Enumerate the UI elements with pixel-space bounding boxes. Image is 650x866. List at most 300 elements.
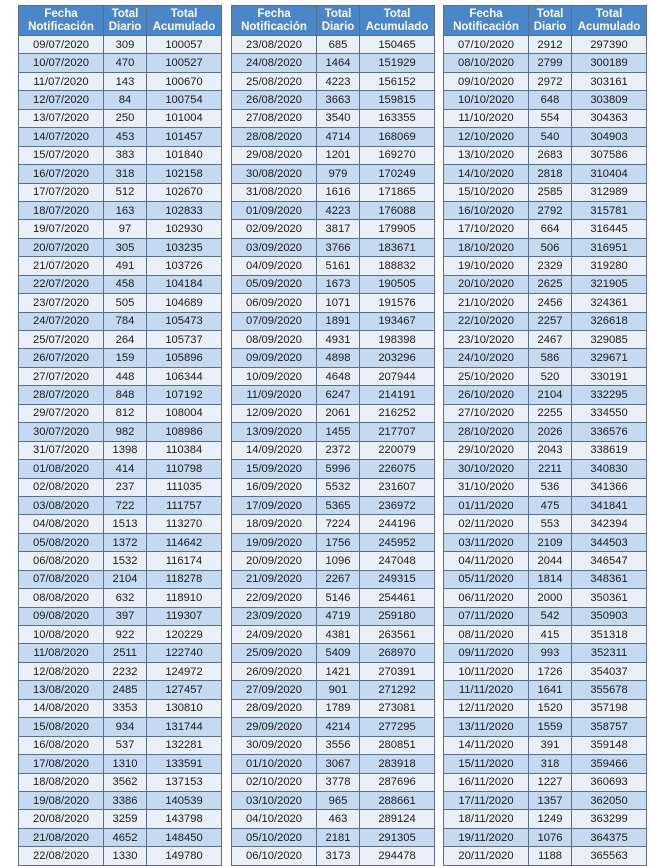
cell-total-acumulado: 108004 — [147, 404, 222, 422]
cell-total-diario: 1756 — [317, 533, 360, 551]
cell-total-diario: 3259 — [104, 810, 147, 828]
cell-total-diario: 784 — [104, 312, 147, 330]
cell-total-diario: 3766 — [317, 238, 360, 256]
table-row — [444, 496, 647, 514]
header-fecha: Fecha Notificación — [19, 6, 104, 36]
cell-total-acumulado: 100057 — [147, 36, 222, 54]
table-row — [444, 755, 647, 773]
cell-total-acumulado: 288661 — [360, 791, 435, 809]
table-row — [444, 699, 647, 717]
cell-fecha: 10/11/2020 — [444, 662, 529, 680]
table-row — [19, 72, 222, 90]
cell-fecha: 30/07/2020 — [19, 423, 104, 441]
table-row — [232, 72, 435, 90]
cell-total-diario: 1532 — [104, 552, 147, 570]
cell-total-diario: 2456 — [529, 294, 572, 312]
cell-fecha: 19/08/2020 — [19, 791, 104, 809]
table-row — [232, 533, 435, 551]
cell-fecha: 27/09/2020 — [232, 681, 317, 699]
table-row — [19, 496, 222, 514]
cell-total-diario: 1071 — [317, 294, 360, 312]
cell-total-diario: 391 — [529, 736, 572, 754]
cell-fecha: 13/10/2020 — [444, 146, 529, 164]
cell-total-acumulado: 346547 — [572, 552, 647, 570]
table-row — [444, 460, 647, 478]
cell-total-acumulado: 118910 — [147, 589, 222, 607]
header-fecha: Fecha Notificación — [444, 6, 529, 36]
cell-fecha: 02/08/2020 — [19, 478, 104, 496]
cell-total-acumulado: 351318 — [572, 626, 647, 644]
table-row — [19, 404, 222, 422]
cell-total-diario: 2485 — [104, 681, 147, 699]
cell-total-acumulado: 236972 — [360, 496, 435, 514]
cell-total-acumulado: 362050 — [572, 791, 647, 809]
cell-fecha: 20/08/2020 — [19, 810, 104, 828]
table-row — [444, 404, 647, 422]
cell-total-acumulado: 188832 — [360, 257, 435, 275]
cell-total-acumulado: 127457 — [147, 681, 222, 699]
cell-total-acumulado: 310404 — [572, 165, 647, 183]
table-row — [19, 552, 222, 570]
cell-total-diario: 163 — [104, 201, 147, 219]
table-row — [232, 386, 435, 404]
cell-total-acumulado: 203296 — [360, 349, 435, 367]
cell-total-diario: 318 — [104, 165, 147, 183]
cell-fecha: 09/10/2020 — [444, 72, 529, 90]
cell-total-diario: 1398 — [104, 441, 147, 459]
cell-total-diario: 5532 — [317, 478, 360, 496]
cell-total-acumulado: 316951 — [572, 238, 647, 256]
cell-fecha: 16/07/2020 — [19, 165, 104, 183]
cell-total-acumulado: 169270 — [360, 146, 435, 164]
cell-fecha: 07/11/2020 — [444, 607, 529, 625]
cell-total-diario: 812 — [104, 404, 147, 422]
cell-total-diario: 934 — [104, 718, 147, 736]
cell-total-diario: 979 — [317, 165, 360, 183]
cell-fecha: 04/09/2020 — [232, 257, 317, 275]
cell-fecha: 13/11/2020 — [444, 718, 529, 736]
cell-total-acumulado: 280851 — [360, 736, 435, 754]
cell-fecha: 16/10/2020 — [444, 201, 529, 219]
cell-total-diario: 2683 — [529, 146, 572, 164]
cell-total-diario: 4714 — [317, 128, 360, 146]
cell-total-acumulado: 183671 — [360, 238, 435, 256]
table-row — [444, 552, 647, 570]
cell-total-diario: 3173 — [317, 847, 360, 865]
cell-total-acumulado: 263561 — [360, 626, 435, 644]
cell-total-acumulado: 277295 — [360, 718, 435, 736]
cell-total-diario: 553 — [529, 515, 572, 533]
table-row — [232, 201, 435, 219]
table-row — [19, 736, 222, 754]
table-row — [232, 644, 435, 662]
cell-fecha: 14/10/2020 — [444, 165, 529, 183]
cell-total-diario: 4223 — [317, 72, 360, 90]
cell-total-acumulado: 140539 — [147, 791, 222, 809]
cell-fecha: 25/09/2020 — [232, 644, 317, 662]
cell-total-diario: 965 — [317, 791, 360, 809]
table-row — [444, 294, 647, 312]
table-row — [232, 699, 435, 717]
cell-fecha: 24/10/2020 — [444, 349, 529, 367]
cell-fecha: 10/07/2020 — [19, 54, 104, 72]
cell-total-diario: 1616 — [317, 183, 360, 201]
cell-fecha: 20/10/2020 — [444, 275, 529, 293]
cell-fecha: 03/09/2020 — [232, 238, 317, 256]
table-row — [444, 736, 647, 754]
cell-total-acumulado: 359466 — [572, 755, 647, 773]
cell-fecha: 02/11/2020 — [444, 515, 529, 533]
cell-fecha: 01/11/2020 — [444, 496, 529, 514]
table-row — [19, 699, 222, 717]
cell-fecha: 09/08/2020 — [19, 607, 104, 625]
header-row — [444, 6, 647, 36]
cell-total-acumulado: 150465 — [360, 36, 435, 54]
cell-total-acumulado: 143798 — [147, 810, 222, 828]
table-row — [444, 423, 647, 441]
cell-fecha: 17/09/2020 — [232, 496, 317, 514]
table-row — [232, 423, 435, 441]
cell-fecha: 11/08/2020 — [19, 644, 104, 662]
cell-total-acumulado: 111757 — [147, 496, 222, 514]
cell-total-acumulado: 149780 — [147, 847, 222, 865]
cell-total-acumulado: 113270 — [147, 515, 222, 533]
cell-total-diario: 237 — [104, 478, 147, 496]
table-row — [19, 755, 222, 773]
table-row — [19, 146, 222, 164]
cell-total-acumulado: 108986 — [147, 423, 222, 441]
cell-fecha: 21/08/2020 — [19, 828, 104, 846]
cell-fecha: 28/08/2020 — [232, 128, 317, 146]
cell-total-acumulado: 344503 — [572, 533, 647, 551]
cell-total-diario: 4898 — [317, 349, 360, 367]
cell-fecha: 13/08/2020 — [19, 681, 104, 699]
data-table-2 — [231, 5, 435, 866]
cell-total-diario: 2972 — [529, 72, 572, 90]
cell-total-acumulado: 116174 — [147, 552, 222, 570]
cell-total-diario: 4381 — [317, 626, 360, 644]
table-row — [444, 128, 647, 146]
cell-total-diario: 2232 — [104, 662, 147, 680]
table-row — [19, 718, 222, 736]
cell-total-acumulado: 104184 — [147, 275, 222, 293]
table-row — [19, 386, 222, 404]
cell-fecha: 10/09/2020 — [232, 367, 317, 385]
cell-fecha: 10/10/2020 — [444, 91, 529, 109]
table-row — [444, 109, 647, 127]
table-row — [19, 238, 222, 256]
cell-total-acumulado: 105896 — [147, 349, 222, 367]
table-row — [232, 220, 435, 238]
cell-total-acumulado: 159815 — [360, 91, 435, 109]
table-row — [232, 146, 435, 164]
cell-total-acumulado: 151929 — [360, 54, 435, 72]
cell-total-acumulado: 148450 — [147, 828, 222, 846]
cell-total-diario: 2792 — [529, 201, 572, 219]
cell-total-diario: 2467 — [529, 331, 572, 349]
data-table-3 — [443, 5, 647, 866]
table-row — [232, 54, 435, 72]
table-row — [444, 36, 647, 54]
cell-fecha: 17/07/2020 — [19, 183, 104, 201]
table-row — [444, 478, 647, 496]
cell-fecha: 19/10/2020 — [444, 257, 529, 275]
cell-total-diario: 453 — [104, 128, 147, 146]
table-row — [232, 810, 435, 828]
cell-total-acumulado: 330191 — [572, 367, 647, 385]
cell-fecha: 12/11/2020 — [444, 699, 529, 717]
cell-total-acumulado: 247048 — [360, 552, 435, 570]
cell-total-diario: 685 — [317, 36, 360, 54]
table-row — [19, 441, 222, 459]
cell-fecha: 26/09/2020 — [232, 662, 317, 680]
header-total-diario: Total Diario — [317, 6, 360, 36]
table-row — [19, 201, 222, 219]
cell-total-diario: 2109 — [529, 533, 572, 551]
cell-total-acumulado: 118278 — [147, 570, 222, 588]
cell-total-acumulado: 363299 — [572, 810, 647, 828]
cell-total-diario: 84 — [104, 91, 147, 109]
table-row — [19, 626, 222, 644]
cell-total-diario: 383 — [104, 146, 147, 164]
cell-total-acumulado: 190505 — [360, 275, 435, 293]
table-row — [232, 589, 435, 607]
cell-fecha: 27/08/2020 — [232, 109, 317, 127]
cell-total-diario: 664 — [529, 220, 572, 238]
cell-total-acumulado: 130810 — [147, 699, 222, 717]
cell-fecha: 23/07/2020 — [19, 294, 104, 312]
cell-fecha: 01/09/2020 — [232, 201, 317, 219]
cell-total-diario: 1076 — [529, 828, 572, 846]
cell-total-acumulado: 171865 — [360, 183, 435, 201]
cell-fecha: 28/09/2020 — [232, 699, 317, 717]
cell-total-diario: 2255 — [529, 404, 572, 422]
cell-fecha: 27/07/2020 — [19, 367, 104, 385]
cell-fecha: 15/07/2020 — [19, 146, 104, 164]
cell-total-acumulado: 176088 — [360, 201, 435, 219]
table-row — [19, 54, 222, 72]
cell-total-diario: 2104 — [529, 386, 572, 404]
cell-total-acumulado: 103726 — [147, 257, 222, 275]
cell-total-diario: 2211 — [529, 460, 572, 478]
cell-total-diario: 475 — [529, 496, 572, 514]
cell-fecha: 09/09/2020 — [232, 349, 317, 367]
cell-total-acumulado: 102930 — [147, 220, 222, 238]
cell-total-acumulado: 355678 — [572, 681, 647, 699]
table-row — [19, 128, 222, 146]
cell-total-acumulado: 102670 — [147, 183, 222, 201]
cell-total-diario: 3540 — [317, 109, 360, 127]
cell-total-acumulado: 133591 — [147, 755, 222, 773]
cell-total-diario: 2181 — [317, 828, 360, 846]
cell-total-acumulado: 271292 — [360, 681, 435, 699]
cell-total-acumulado: 340830 — [572, 460, 647, 478]
cell-total-acumulado: 303809 — [572, 91, 647, 109]
cell-total-diario: 982 — [104, 423, 147, 441]
cell-total-diario: 1520 — [529, 699, 572, 717]
cell-fecha: 25/10/2020 — [444, 367, 529, 385]
table-row — [19, 681, 222, 699]
table-row — [444, 791, 647, 809]
cell-total-diario: 2026 — [529, 423, 572, 441]
cell-fecha: 09/07/2020 — [19, 36, 104, 54]
cell-total-acumulado: 220079 — [360, 441, 435, 459]
cell-total-diario: 448 — [104, 367, 147, 385]
table-row — [444, 54, 647, 72]
cell-total-diario: 1789 — [317, 699, 360, 717]
table-row — [19, 275, 222, 293]
cell-total-acumulado: 283918 — [360, 755, 435, 773]
cell-total-acumulado: 336576 — [572, 423, 647, 441]
cell-fecha: 15/09/2020 — [232, 460, 317, 478]
cell-total-diario: 1330 — [104, 847, 147, 865]
cell-total-diario: 1641 — [529, 681, 572, 699]
cell-total-acumulado: 329085 — [572, 331, 647, 349]
cell-fecha: 31/07/2020 — [19, 441, 104, 459]
cell-total-diario: 1372 — [104, 533, 147, 551]
cell-total-acumulado: 291305 — [360, 828, 435, 846]
cell-total-diario: 97 — [104, 220, 147, 238]
table-row — [232, 331, 435, 349]
cell-fecha: 29/09/2020 — [232, 718, 317, 736]
cell-total-diario: 458 — [104, 275, 147, 293]
cell-fecha: 29/10/2020 — [444, 441, 529, 459]
table-row — [19, 331, 222, 349]
cell-fecha: 05/09/2020 — [232, 275, 317, 293]
cell-total-acumulado: 102833 — [147, 201, 222, 219]
cell-total-diario: 922 — [104, 626, 147, 644]
cell-total-acumulado: 168069 — [360, 128, 435, 146]
cell-fecha: 18/07/2020 — [19, 201, 104, 219]
table-row — [232, 607, 435, 625]
cell-total-diario: 1227 — [529, 773, 572, 791]
table-row — [232, 773, 435, 791]
cell-fecha: 18/09/2020 — [232, 515, 317, 533]
cell-fecha: 14/09/2020 — [232, 441, 317, 459]
cell-total-acumulado: 316445 — [572, 220, 647, 238]
cell-fecha: 26/08/2020 — [232, 91, 317, 109]
cell-total-acumulado: 341841 — [572, 496, 647, 514]
cell-fecha: 26/10/2020 — [444, 386, 529, 404]
cell-total-acumulado: 354037 — [572, 662, 647, 680]
cell-total-acumulado: 304363 — [572, 109, 647, 127]
cell-fecha: 05/10/2020 — [232, 828, 317, 846]
cell-fecha: 07/10/2020 — [444, 36, 529, 54]
cell-total-diario: 540 — [529, 128, 572, 146]
cell-total-acumulado: 350361 — [572, 589, 647, 607]
table-row — [232, 257, 435, 275]
cell-fecha: 08/11/2020 — [444, 626, 529, 644]
cell-fecha: 13/07/2020 — [19, 109, 104, 127]
cell-total-acumulado: 319280 — [572, 257, 647, 275]
cell-total-acumulado: 303161 — [572, 72, 647, 90]
table-row — [232, 441, 435, 459]
table-row — [444, 91, 647, 109]
cell-fecha: 16/11/2020 — [444, 773, 529, 791]
cell-total-acumulado: 307586 — [572, 146, 647, 164]
cell-total-acumulado: 132281 — [147, 736, 222, 754]
cell-fecha: 12/10/2020 — [444, 128, 529, 146]
table-row — [232, 662, 435, 680]
table-row — [232, 552, 435, 570]
table-row — [444, 644, 647, 662]
cell-total-acumulado: 352311 — [572, 644, 647, 662]
cell-total-diario: 3353 — [104, 699, 147, 717]
table-row — [19, 257, 222, 275]
cell-fecha: 20/11/2020 — [444, 847, 529, 865]
cell-total-acumulado: 226075 — [360, 460, 435, 478]
table-row — [19, 791, 222, 809]
cell-total-acumulado: 114642 — [147, 533, 222, 551]
table-row — [444, 349, 647, 367]
cell-total-acumulado: 100754 — [147, 91, 222, 109]
table-row — [232, 36, 435, 54]
table-row — [19, 460, 222, 478]
table-row — [232, 736, 435, 754]
cell-total-acumulado: 329671 — [572, 349, 647, 367]
cell-total-acumulado: 268970 — [360, 644, 435, 662]
cell-total-acumulado: 270391 — [360, 662, 435, 680]
table-row — [19, 644, 222, 662]
cell-total-acumulado: 244196 — [360, 515, 435, 533]
cell-total-diario: 250 — [104, 109, 147, 127]
table-row — [232, 275, 435, 293]
cell-total-diario: 305 — [104, 238, 147, 256]
table-row — [19, 294, 222, 312]
cell-fecha: 02/10/2020 — [232, 773, 317, 791]
cell-total-acumulado: 300189 — [572, 54, 647, 72]
table-row — [444, 275, 647, 293]
cell-total-acumulado: 101840 — [147, 146, 222, 164]
table-row — [19, 828, 222, 846]
cell-total-diario: 4652 — [104, 828, 147, 846]
cell-total-acumulado: 207944 — [360, 367, 435, 385]
cell-fecha: 16/08/2020 — [19, 736, 104, 754]
table-row — [19, 589, 222, 607]
table-row — [444, 183, 647, 201]
cell-total-diario: 505 — [104, 294, 147, 312]
cell-total-diario: 7224 — [317, 515, 360, 533]
cell-total-acumulado: 273081 — [360, 699, 435, 717]
cell-total-acumulado: 297390 — [572, 36, 647, 54]
cell-total-diario: 3556 — [317, 736, 360, 754]
cell-total-diario: 1814 — [529, 570, 572, 588]
cell-total-diario: 993 — [529, 644, 572, 662]
cell-total-acumulado: 163355 — [360, 109, 435, 127]
cell-total-acumulado: 107192 — [147, 386, 222, 404]
cell-total-acumulado: 249315 — [360, 570, 435, 588]
table-row — [444, 331, 647, 349]
cell-total-acumulado: 359148 — [572, 736, 647, 754]
cell-total-acumulado: 110798 — [147, 460, 222, 478]
cell-total-diario: 3663 — [317, 91, 360, 109]
table-row — [232, 238, 435, 256]
table-row — [444, 72, 647, 90]
cell-total-acumulado: 315781 — [572, 201, 647, 219]
cell-fecha: 12/09/2020 — [232, 404, 317, 422]
cell-total-diario: 4719 — [317, 607, 360, 625]
cell-total-diario: 1096 — [317, 552, 360, 570]
cell-total-acumulado: 294478 — [360, 847, 435, 865]
header-total-acumulado: Total Acumulado — [360, 6, 435, 36]
cell-total-acumulado: 254461 — [360, 589, 435, 607]
cell-fecha: 03/10/2020 — [232, 791, 317, 809]
table-row — [444, 386, 647, 404]
cell-total-acumulado: 217707 — [360, 423, 435, 441]
table-row — [19, 367, 222, 385]
cell-total-diario: 2267 — [317, 570, 360, 588]
cell-total-diario: 5409 — [317, 644, 360, 662]
